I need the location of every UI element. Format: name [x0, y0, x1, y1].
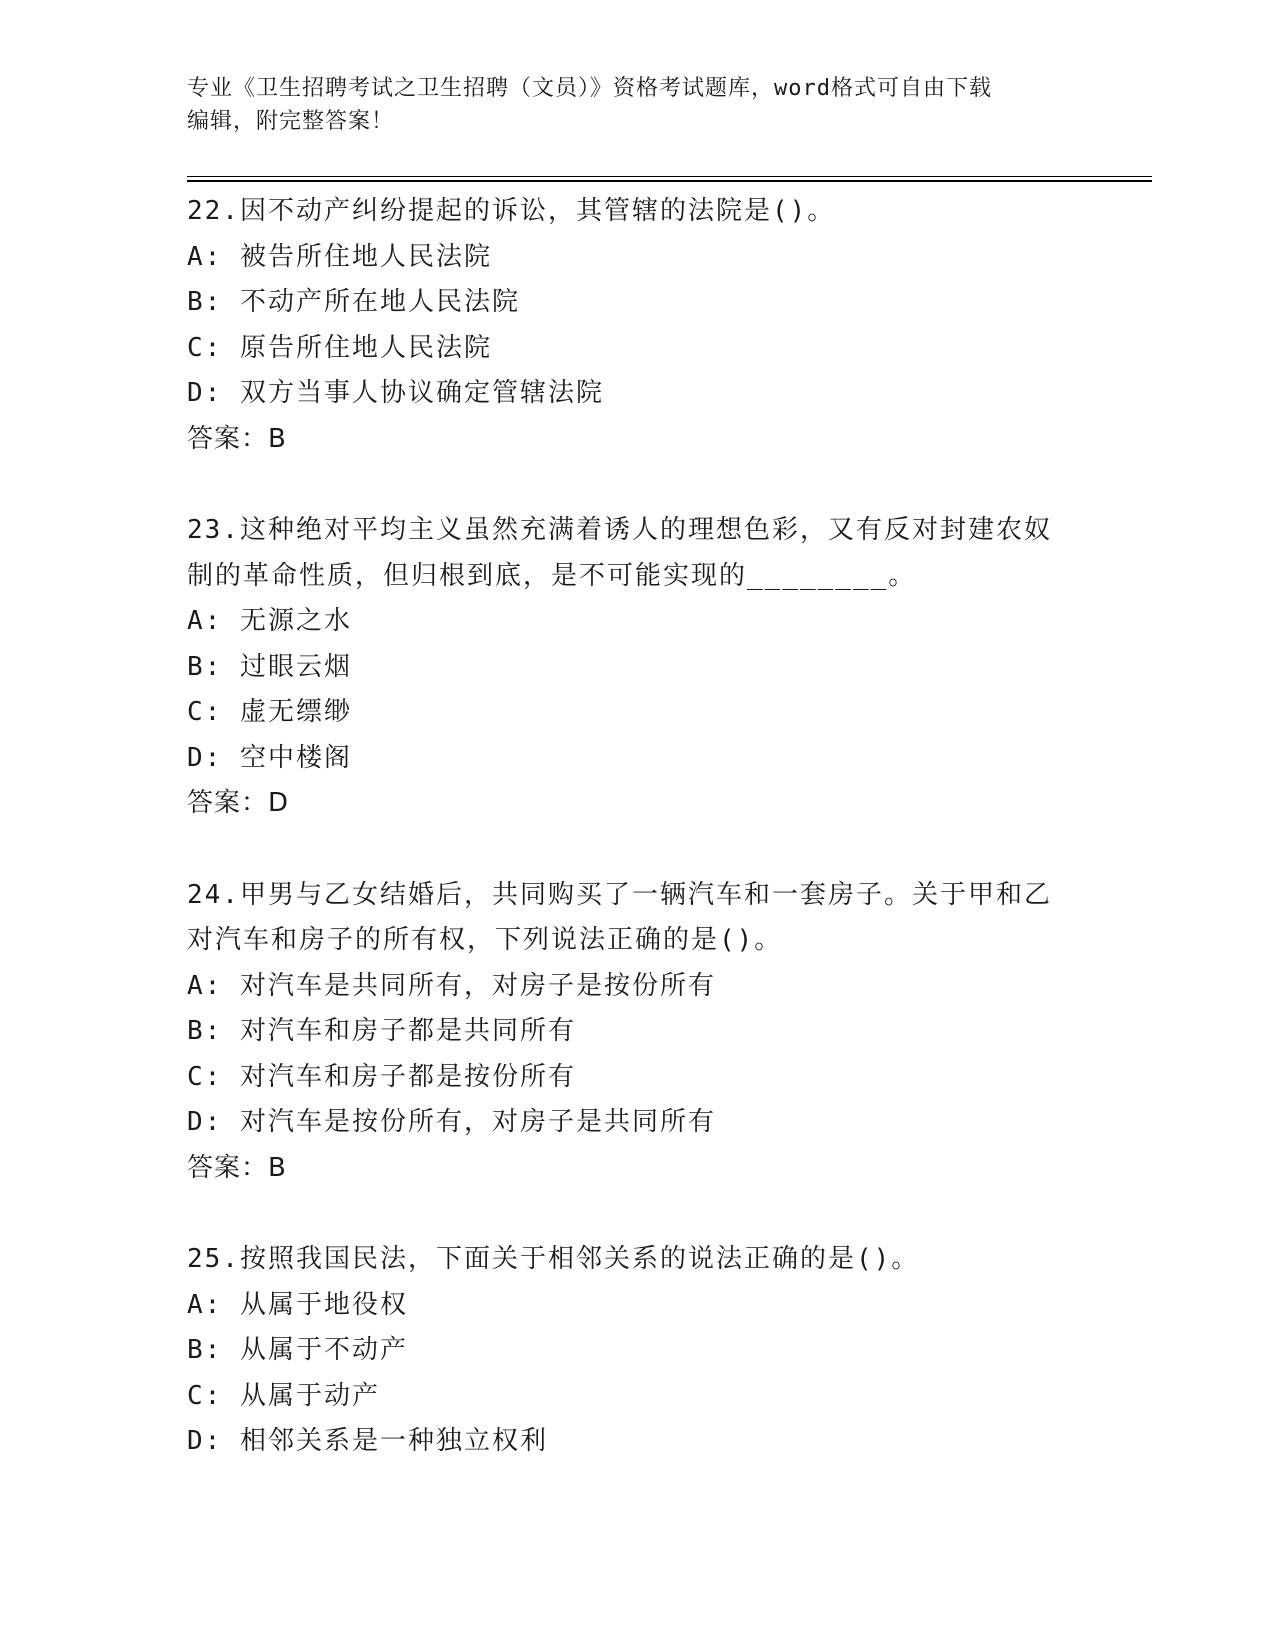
question-22 [187, 189, 1087, 462]
option-c: C: 原告所住地人民法院 [187, 332, 492, 363]
header-divider-thick [187, 180, 1152, 182]
answer-line [187, 781, 1087, 827]
question-stem: 22.因不动产纠纷提起的诉讼，其管辖的法院是()。 [187, 196, 836, 226]
question-25 [187, 1237, 1087, 1465]
option-d: D: 空中楼阁 [187, 742, 352, 773]
answer-label: 答案： [187, 1152, 269, 1183]
option-a: A: 被告所住地人民法院 [187, 241, 492, 272]
question-stem-line-1: 24.甲男与乙女结婚后，共同购买了一辆汽车和一套房子。关于甲和乙 [187, 879, 1052, 910]
question-stem-line-2: 对汽车和房子的所有权，下列说法正确的是()。 [187, 925, 783, 955]
answer-line [187, 1146, 1087, 1192]
question-23 [187, 508, 1087, 827]
option-b: B: 过眼云烟 [187, 651, 352, 682]
option-a: A: 从属于地役权 [187, 1289, 408, 1320]
answer-label: 答案： [187, 788, 269, 818]
option-b: B: 对汽车和房子都是共同所有 [187, 1016, 576, 1046]
option-d: D: 相邻关系是一种独立权利 [187, 1426, 548, 1456]
option-b: B: 不动产所在地人民法院 [187, 287, 520, 317]
question-stem-line-2: 制的革命性质，但归根到底，是不可能实现的________。 [187, 560, 917, 591]
option-c: C: 虚无缥缈 [187, 697, 352, 727]
question-list [187, 189, 1087, 1511]
option-b: B: 从属于不动产 [187, 1335, 408, 1365]
option-a: A: 对汽车是共同所有，对房子是按份所有 [187, 970, 716, 1001]
header-intro-line-2: 编辑，附完整答案！ [187, 109, 395, 134]
answer-key: B [268, 1152, 287, 1183]
question-stem-line-1: 23.这种绝对平均主义虽然充满着诱人的理想色彩，又有反对封建农奴 [187, 515, 1052, 545]
option-a: A: 无源之水 [187, 606, 352, 636]
answer-line [187, 417, 1087, 463]
question-stem: 25.按照我国民法，下面关于相邻关系的说法正确的是()。 [187, 1244, 920, 1274]
option-d: D: 对汽车是按份所有，对房子是共同所有 [187, 1107, 716, 1137]
option-c: C: 对汽车和房子都是按份所有 [187, 1061, 576, 1092]
question-24 [187, 873, 1087, 1192]
option-d: D: 双方当事人协议确定管辖法院 [187, 378, 604, 408]
answer-key: D [268, 788, 290, 818]
header-intro-line-1: 专业《卫生招聘考试之卫生招聘（文员）》资格考试题库，word格式可自由下载 [187, 76, 992, 101]
document-header [187, 72, 1087, 138]
header-divider-thin [187, 176, 1152, 177]
answer-label: 答案： [187, 423, 269, 454]
answer-key: B [268, 423, 287, 454]
option-c: C: 从属于动产 [187, 1380, 380, 1411]
